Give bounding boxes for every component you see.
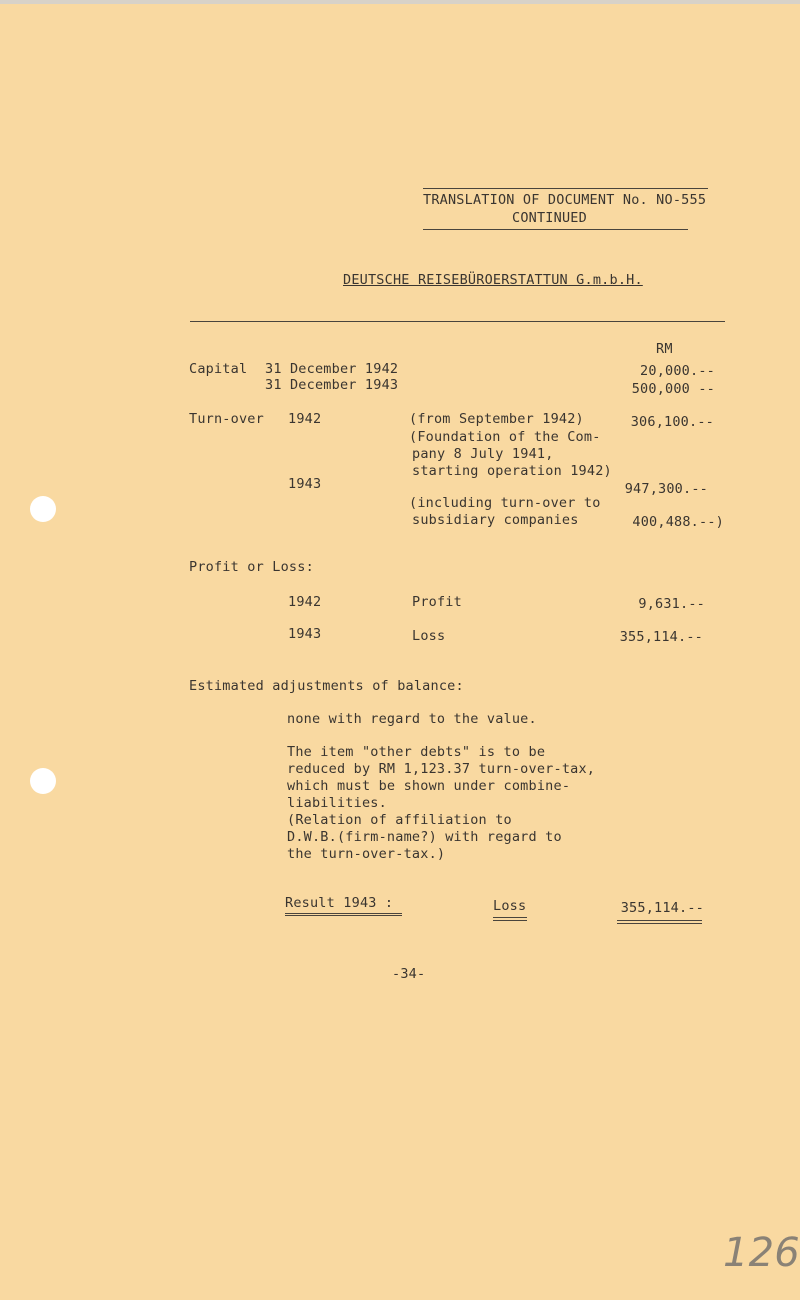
pl-year-1942: 1942 xyxy=(288,594,322,610)
turnover-1943-note-2: subsidiary companies xyxy=(412,512,579,528)
result-kind: Loss xyxy=(493,898,527,914)
punch-hole-top xyxy=(30,496,56,522)
pl-amount-1943: 355,114.-- xyxy=(619,629,703,645)
turnover-year-1942: 1942 xyxy=(288,411,322,427)
document-subtitle: CONTINUED xyxy=(512,210,587,226)
turnover-label: Turn-over xyxy=(189,411,264,427)
capital-date-1943: 31 December 1943 xyxy=(265,377,399,393)
punch-hole-bottom xyxy=(30,768,56,794)
turnover-year-1943: 1943 xyxy=(288,476,322,492)
adjustments-line-5: (Relation of affiliation to xyxy=(287,812,512,828)
result-amount-underline-2 xyxy=(617,923,702,924)
turnover-subsidiary-amount: 400,488.--) xyxy=(632,514,724,530)
pl-year-1943: 1943 xyxy=(288,626,322,642)
turnover-1942-note-4: starting operation 1942) xyxy=(412,463,612,479)
adjustments-label: Estimated adjustments of balance: xyxy=(189,678,464,694)
adjustments-value-note: none with regard to the value. xyxy=(287,711,537,727)
result-amount-underline xyxy=(617,920,702,921)
title-rule-bottom xyxy=(423,229,688,230)
turnover-1943-note-1: (including turn-over to xyxy=(409,495,601,511)
result-label-underline xyxy=(285,913,402,914)
section-divider xyxy=(190,321,725,322)
result-label: Result 1943 : xyxy=(285,895,394,911)
turnover-1942-amount: 306,100.-- xyxy=(630,414,714,430)
adjustments-line-6: D.W.B.(firm-name?) with regard to xyxy=(287,829,562,845)
turnover-1942-note-1: (from September 1942) xyxy=(409,411,584,427)
pl-kind-1943: Loss xyxy=(412,628,446,644)
result-kind-underline xyxy=(493,917,527,918)
adjustments-line-2: reduced by RM 1,123.37 turn-over-tax, xyxy=(287,761,596,777)
title-rule-top xyxy=(423,188,708,189)
capital-amount-1943: 500,000 -- xyxy=(631,381,715,397)
page-number: -34- xyxy=(392,966,426,982)
result-kind-underline-2 xyxy=(493,920,527,921)
result-amount: 355,114.-- xyxy=(620,900,704,916)
adjustments-line-7: the turn-over-tax.) xyxy=(287,846,446,862)
pl-kind-1942: Profit xyxy=(412,594,462,610)
adjustments-line-3: which must be shown under combine- xyxy=(287,778,571,794)
result-label-underline-2 xyxy=(285,915,402,916)
page-top-edge xyxy=(0,0,800,4)
pl-amount-1942: 9,631.-- xyxy=(638,596,705,612)
document-title: TRANSLATION OF DOCUMENT No. NO-555 xyxy=(423,192,707,208)
capital-date-1942: 31 December 1942 xyxy=(265,361,399,377)
turnover-1942-note-2: (Foundation of the Com- xyxy=(409,429,601,445)
capital-label: Capital xyxy=(189,361,248,377)
adjustments-line-1: The item "other debts" is to be xyxy=(287,744,546,760)
profit-loss-label: Profit or Loss: xyxy=(189,559,314,575)
adjustments-line-4: liabilities. xyxy=(287,795,387,811)
currency-label: RM xyxy=(656,341,673,357)
capital-amount-1942: 20,000.-- xyxy=(640,363,715,379)
handwritten-folio-number: 126 xyxy=(723,1230,800,1276)
turnover-1942-note-3: pany 8 July 1941, xyxy=(412,446,554,462)
company-name: DEUTSCHE REISEBÜROERSTATTUN G.m.b.H. xyxy=(343,272,643,288)
turnover-1943-amount: 947,300.-- xyxy=(624,481,708,497)
